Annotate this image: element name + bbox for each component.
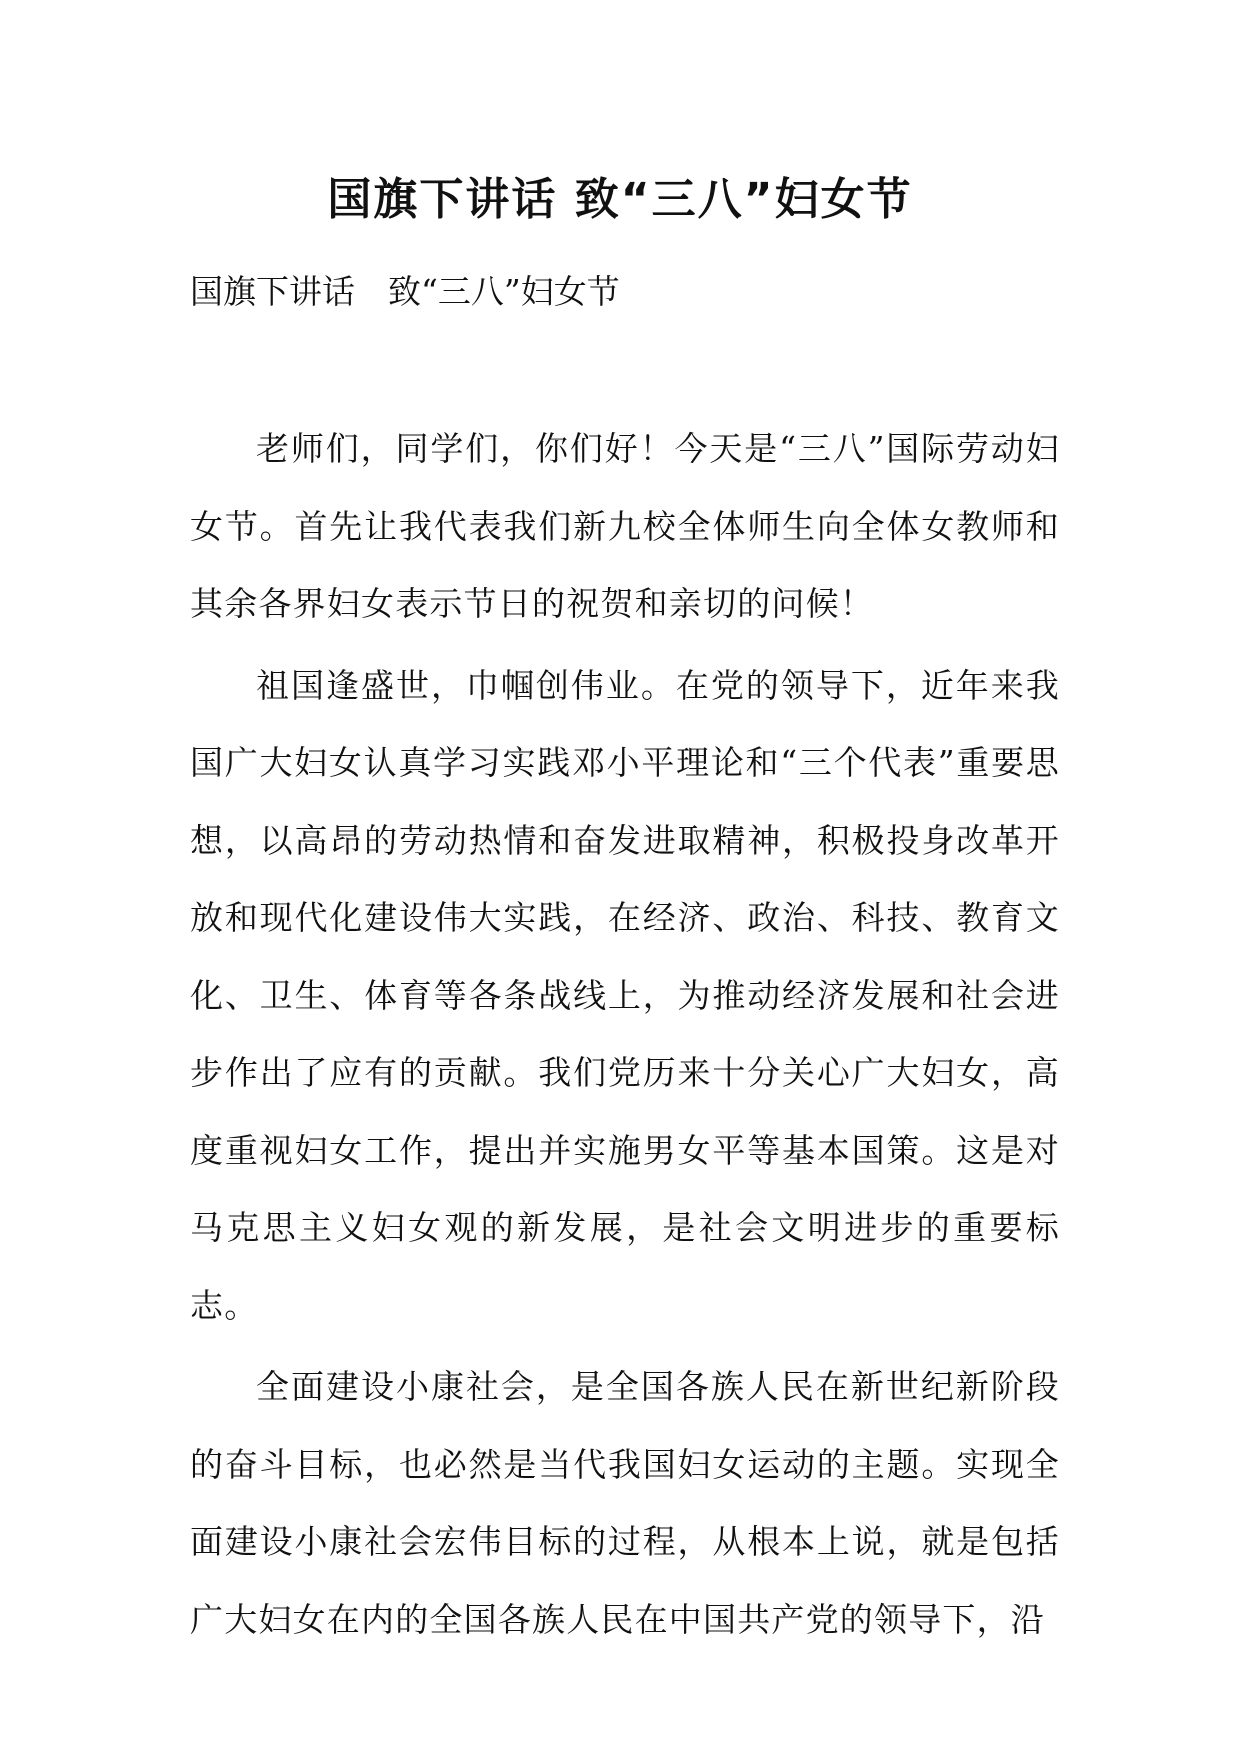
body-paragraph: 全面建设小康社会，是全国各族人民在新世纪新阶段的奋斗目标，也必然是当代我国妇女运动的主题。实现全面建设小康社会宏伟目标的过程，从根本上说，就是包括广大妇女在内的全国各族人民在中国共产党的领导下，沿 [190,1367,1060,1639]
document-title: 国旗下讲话 致“三八”妇女节 [327,174,913,225]
document-subtitle: 国旗下讲话 致“三八”妇女节 [190,272,620,311]
body-paragraph: 老师们，同学们，你们好！今天是“三八”国际劳动妇女节。首先让我代表我们新九校全体师生向全体女教师和其余各界妇女表示节日的祝贺和亲切的问候！ [190,429,1060,623]
body-paragraph: 祖国逢盛世，巾帼创伟业。在党的领导下，近年来我国广大妇女认真学习实践邓小平理论和“三个代表”重要思想，以高昂的劳动热情和奋发进取精神，积极投身改革开放和现代化建设伟大实践，在经济、政治、科技、教育文化、卫生、体育等各条战线上，为推动经济发展和社会进步作出了应有的贡献。我们党历来十分关心广大妇女，高度重视妇女工作，提出并实施男女平等基本国策。这是对马克思主义妇女观的新发展，是社会文明进步的重要标志。 [190,665,1060,1325]
document-body [190,410,1060,1662]
